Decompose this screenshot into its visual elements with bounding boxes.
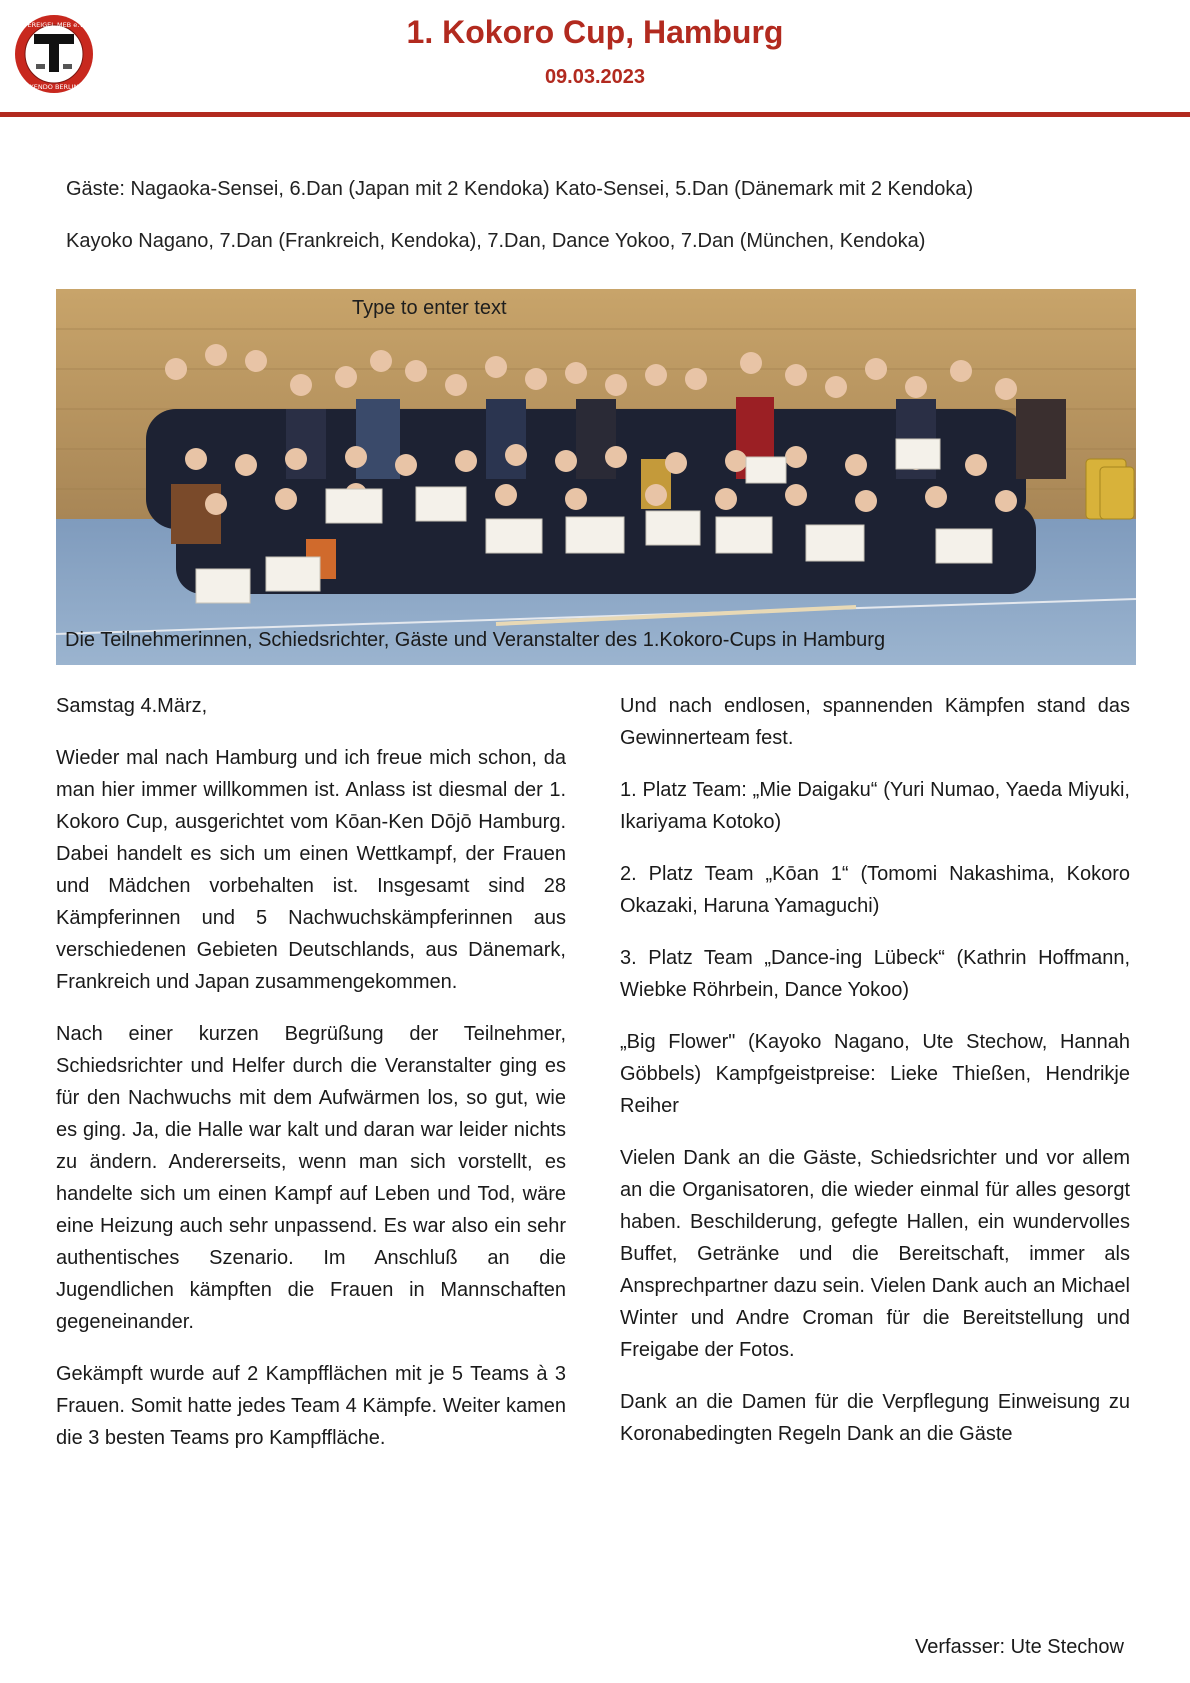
article-paragraph: Gekämpft wurde auf 2 Kampfflächen mit je 5 Teams à 3 Frauen. Somit hatte jedes Team 4 Kämpfe. Weiter kamen die 3 besten Teams pro Kampffläche. <box>56 1363 566 1449</box>
special-awards: „Big Flower" (Kayoko Nagano, Ute Stechow, Hannah Göbbels) Kampfgeistpreise: Lieke Thießen, Hendrikje Reiher <box>620 1031 1130 1117</box>
logo-ring-text-bottom: KENDO BERLIN <box>29 83 79 91</box>
guests-line-2: Kayoko Nagano, 7.Dan (Frankreich, Kendoka), 7.Dan, Dance Yokoo, 7.Dan (München, Kendoka) <box>66 230 926 252</box>
guests-line-1: Gäste: Nagaoka-Sensei, 6.Dan (Japan mit 2 Kendoka) Kato-Sensei, 5.Dan (Dänemark mit 2 Kendoka) <box>66 178 974 200</box>
event-date: 09.03.2023 <box>544 66 646 88</box>
article-right-column <box>620 690 1130 1470</box>
page-title: 1. Kokoro Cup, Hamburg <box>406 14 784 50</box>
author-credit: Verfasser: Ute Stechow <box>915 1636 1124 1658</box>
article-paragraph: Vielen Dank an die Gäste, Schiedsrichter und vor allem an die Organisatoren, die wieder einmal für alles gesorgt haben. Beschilderung, gefegte Hallen, ein wundervolles Buffet, Getränke und die Bereitschaft, immer als Ansprechpartner dazu sein. Vielen Dank auch an Michael Winter und Andre Croman für die Bereitstellung und Freigabe der Fotos. <box>620 1147 1130 1361</box>
article-paragraph: Wieder mal nach Hamburg und ich freue mich schon, da man hier immer willkommen ist. Anlass ist diesmal der 1. Kokoro Cup, ausgerichtet vom Kōan-Ken Dōjō Hamburg. Dabei handelt es sich um einen Wettkampf, der Frauen und Mädchen vorbehalten ist. Insgesamt sind 28 Kämpferinnen und 5 Nachwuchskämpferinnen aus verschiedenen Gebieten Deutschlands, aus Dänemark, Frankreich und Japan zusammengekommen. <box>56 747 566 993</box>
photo-caption: Die Teilnehmerinnen, Schiedsrichter, Gäste und Veranstalter des 1.Kokoro-Cups in Hamburg <box>65 629 886 651</box>
article-paragraph: Dank an die Damen für die Verpflegung Einweisung zu Koronabedingten Regeln Dank an die Gäste <box>620 1391 1130 1445</box>
result-second-place: 2. Platz Team „Kōan 1“ (Tomomi Nakashima, Kokoro Okazaki, Haruna Yamaguchi) <box>620 863 1130 917</box>
article-left-column <box>56 690 566 1474</box>
header-divider <box>0 112 1190 117</box>
result-first-place: 1. Platz Team: „Mie Daigaku“ (Yuri Numao, Yaeda Miyuki, Ikariyama Kotoko) <box>620 779 1130 833</box>
group-photo-illustration <box>56 289 1136 665</box>
result-third-place: 3. Platz Team „Dance-ing Lübeck“ (Kathrin Hoffmann, Wiebke Röhrbein, Dance Yokoo) <box>620 947 1130 1001</box>
article-paragraph: Und nach endlosen, spannenden Kämpfen stand das Gewinnerteam fest. <box>620 695 1130 749</box>
article-paragraph: Nach einer kurzen Begrüßung der Teilnehmer, Schiedsrichter und Helfer durch die Veranstalter ging es für den Nachwuchs mit dem Aufwärmen los, so gut, wie es ging. Ja, die Halle war kalt und daran war leider nichts zu ändern. Andererseits, wenn man sich vorstellt, es handelte sich um einen Kampf auf Leben und Tod, wäre eine Heizung auch sehr unpassend. Es war also ein sehr authentisches Szenario. Im Anschluß an die Jugendlichen kämpften die Frauen in Mannschaften gegeneinander. <box>56 1023 566 1333</box>
logo-ring-text-top: VEREIGEL MEB e.V. <box>23 21 85 29</box>
group-photo <box>56 289 1136 665</box>
article-paragraph: Samstag 4.März, <box>56 695 208 717</box>
photo-placeholder-text: Type to enter text <box>352 297 507 319</box>
